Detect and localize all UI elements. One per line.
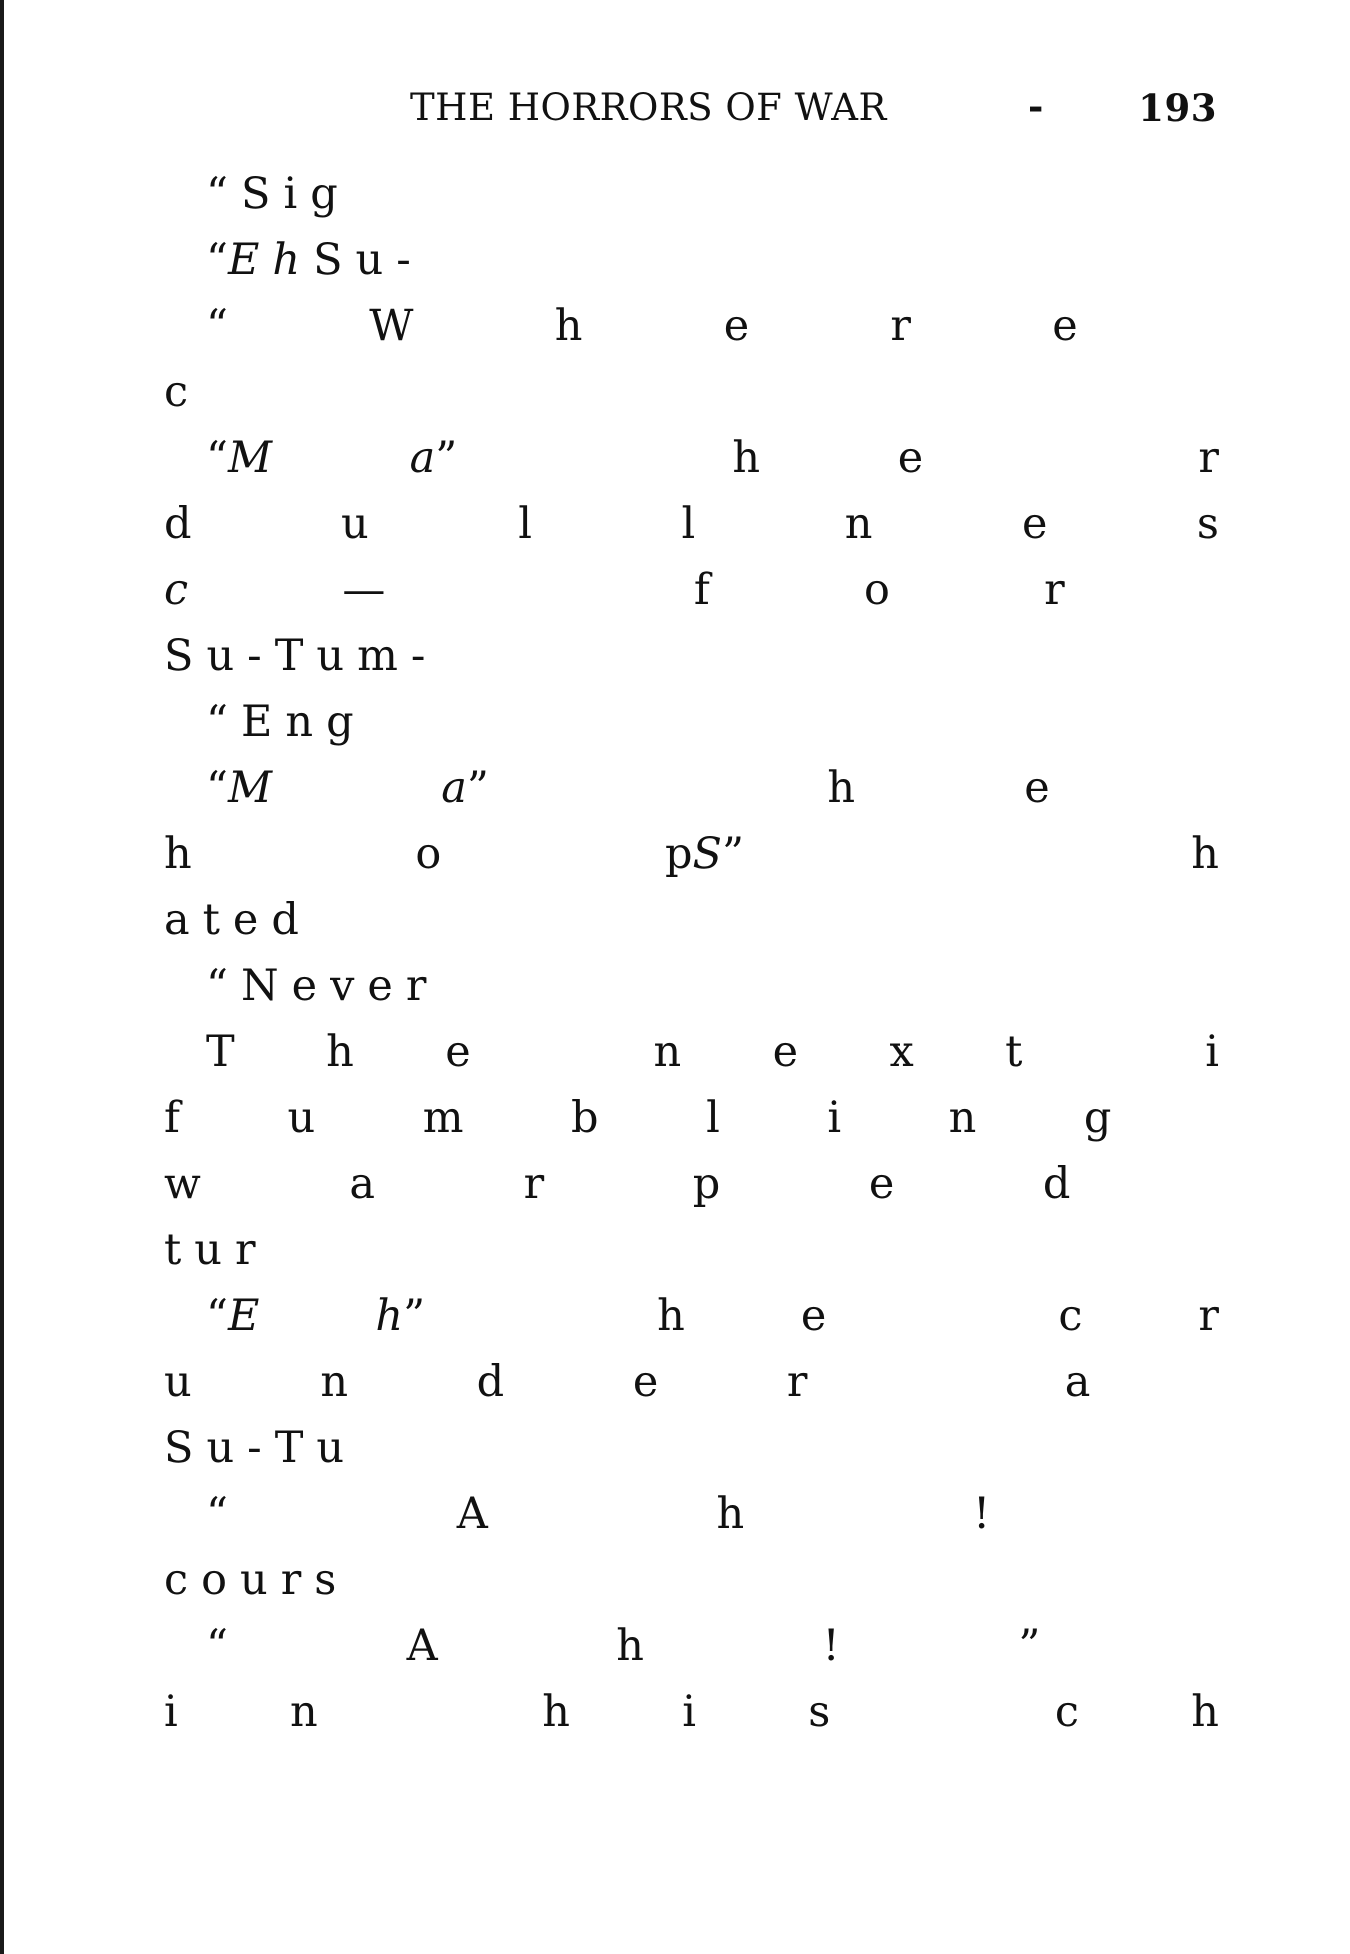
word (206, 1481, 228, 1547)
word (330, 953, 354, 1019)
word (314, 1547, 336, 1613)
roman-text: “ (206, 763, 228, 813)
roman-text: h (827, 763, 856, 813)
roman-text: u (355, 235, 384, 285)
roman-text: h (326, 1027, 354, 1077)
roman-text: e (1052, 301, 1078, 351)
header-dash: - (1028, 84, 1044, 128)
text-line (164, 1679, 1219, 1745)
roman-text: e (367, 961, 393, 1011)
word (1065, 1349, 1091, 1415)
word (247, 1415, 262, 1481)
text-line (164, 1151, 1219, 1217)
word (1043, 1151, 1071, 1217)
roman-text: S (240, 169, 271, 219)
roman-text: f (693, 565, 710, 615)
roman-text: T (274, 631, 304, 681)
word (869, 1151, 894, 1217)
roman-text: r (1198, 1291, 1219, 1341)
roman-text: n (844, 499, 873, 549)
roman-text: x (889, 1027, 914, 1077)
word (164, 557, 188, 623)
word (375, 1283, 425, 1349)
italic-text: a (441, 763, 467, 813)
text-line (164, 491, 1219, 557)
roman-text: h (164, 829, 192, 879)
text-line (164, 557, 1219, 623)
word (477, 1349, 505, 1415)
word (682, 491, 696, 557)
roman-text: o (201, 1555, 227, 1605)
roman-text: h (1191, 1687, 1219, 1737)
word (445, 1019, 470, 1085)
text-line (164, 689, 1219, 755)
page-body-text (164, 161, 1219, 1745)
roman-text: “ (206, 169, 228, 219)
word (787, 1349, 808, 1415)
word (164, 1679, 178, 1745)
word (571, 1085, 599, 1151)
roman-text: ! (822, 1621, 840, 1671)
italic-text: E (227, 1291, 260, 1341)
word (203, 887, 220, 953)
word (724, 293, 749, 359)
roman-text: “ (206, 961, 228, 1011)
roman-text: S (313, 235, 343, 285)
word (241, 953, 279, 1019)
italic-text: E (227, 235, 260, 285)
word (281, 1547, 302, 1613)
roman-text: e (723, 301, 750, 351)
roman-text: u (194, 1225, 222, 1275)
roman-text: “ (206, 1489, 228, 1539)
italic-text: h (375, 1291, 404, 1341)
word (292, 953, 317, 1019)
word (240, 1547, 268, 1613)
word (164, 821, 192, 887)
word (396, 227, 411, 293)
roman-text: u (341, 499, 369, 549)
word (164, 1085, 180, 1151)
text-line (164, 1415, 1219, 1481)
roman-text: T (206, 1027, 235, 1077)
roman-text: u (316, 631, 345, 681)
italic-text: S (692, 829, 722, 879)
roman-text: ! (972, 1489, 991, 1539)
word (1205, 1019, 1219, 1085)
word (518, 491, 532, 557)
word (706, 1085, 720, 1151)
text-line (164, 293, 1219, 359)
roman-text: A (456, 1489, 488, 1539)
roman-text: ” (403, 1291, 426, 1341)
word (287, 1085, 315, 1151)
word (864, 557, 890, 623)
roman-text: A (406, 1621, 438, 1671)
page-edge (0, 0, 4, 1954)
running-header (160, 86, 1225, 146)
word (657, 1283, 685, 1349)
word (356, 227, 384, 293)
word (773, 1019, 798, 1085)
word (206, 425, 272, 491)
italic-text: h (272, 235, 301, 285)
roman-text: “ (206, 301, 228, 351)
roman-text: N (240, 961, 279, 1011)
word (164, 1349, 192, 1415)
word (801, 1283, 826, 1349)
text-line (164, 953, 1219, 1019)
roman-text: “ (206, 433, 228, 483)
word (206, 623, 234, 689)
word (201, 1547, 227, 1613)
roman-text: - (410, 631, 426, 681)
roman-text: r (1044, 565, 1065, 615)
roman-text: c (164, 1555, 189, 1605)
roman-text: - (247, 1423, 262, 1473)
word (1052, 293, 1077, 359)
roman-text: n (653, 1027, 682, 1077)
roman-text: h (657, 1291, 685, 1341)
roman-text: n (290, 1687, 318, 1737)
roman-text: d (164, 499, 192, 549)
roman-text: o (415, 829, 442, 879)
word (1005, 1019, 1022, 1085)
word (1084, 1085, 1112, 1151)
roman-text: E (240, 697, 273, 747)
word (411, 623, 426, 689)
roman-text: b (571, 1093, 599, 1143)
text-line (164, 227, 1219, 293)
word (164, 887, 190, 953)
word (233, 887, 258, 953)
roman-text: r (405, 961, 427, 1011)
word (290, 1679, 318, 1745)
word (423, 1085, 464, 1151)
word (823, 1613, 840, 1679)
word (693, 1151, 721, 1217)
roman-text: a (164, 895, 190, 945)
text-line (164, 1481, 1219, 1547)
roman-text: e (897, 433, 924, 483)
roman-text: e (868, 1159, 895, 1209)
roman-text: c (164, 367, 189, 417)
italic-text: c (164, 565, 189, 615)
word (326, 689, 354, 755)
roman-text: - (247, 631, 262, 681)
roman-text: v (330, 961, 355, 1011)
word (206, 1019, 235, 1085)
word (164, 491, 192, 557)
word (164, 1415, 193, 1481)
word (616, 1613, 644, 1679)
text-line (164, 1085, 1219, 1151)
roman-text: - (396, 235, 411, 285)
roman-text: l (706, 1093, 720, 1143)
word (717, 1481, 745, 1547)
word (206, 953, 228, 1019)
word (415, 821, 441, 887)
roman-text: p (664, 829, 693, 879)
word (808, 1679, 830, 1745)
roman-text: d (476, 1357, 505, 1407)
roman-text: h (732, 433, 761, 483)
roman-text: t (1005, 1027, 1023, 1077)
word (349, 1151, 375, 1217)
roman-text: T (274, 1423, 304, 1473)
word (732, 425, 760, 491)
word (316, 623, 344, 689)
text-line (164, 1349, 1219, 1415)
roman-text: e (1021, 499, 1048, 549)
roman-text: e (772, 1027, 799, 1077)
roman-text: i (827, 1093, 842, 1143)
roman-text: n (320, 1357, 349, 1407)
roman-text: c (1058, 1291, 1083, 1341)
word (206, 1283, 259, 1349)
word (247, 623, 262, 689)
text-line (164, 755, 1219, 821)
roman-text: i (682, 1687, 696, 1737)
roman-text: g (1083, 1093, 1112, 1143)
word (194, 1217, 222, 1283)
word (890, 293, 911, 359)
word (313, 227, 342, 293)
word (241, 689, 272, 755)
text-line (164, 1283, 1219, 1349)
roman-text: e (445, 1027, 471, 1077)
word (633, 1349, 658, 1415)
roman-text: ” (1018, 1621, 1041, 1671)
word (367, 953, 392, 1019)
word (164, 1547, 188, 1613)
word (1191, 821, 1219, 887)
roman-text: m (357, 631, 398, 681)
word (285, 689, 313, 755)
word (457, 1481, 488, 1547)
roman-text: r (523, 1159, 545, 1209)
word (1022, 491, 1047, 557)
roman-text: d (271, 895, 299, 945)
roman-text: e (1024, 763, 1050, 813)
roman-text: f (164, 1093, 180, 1143)
roman-text: r (234, 1225, 256, 1275)
word (1198, 425, 1219, 491)
word (206, 1613, 228, 1679)
word (316, 1415, 344, 1481)
roman-text: u (316, 1423, 345, 1473)
roman-text: d (1042, 1159, 1071, 1209)
word (310, 161, 338, 227)
roman-text: u (287, 1093, 316, 1143)
roman-text: g (310, 169, 338, 219)
word (410, 425, 458, 491)
roman-text: h (542, 1687, 570, 1737)
roman-text: u (164, 1357, 192, 1407)
word (341, 491, 369, 557)
roman-text: h (616, 1621, 644, 1671)
roman-text: a (1064, 1357, 1091, 1407)
roman-text: n (285, 697, 314, 747)
word (1055, 1679, 1079, 1745)
roman-text: “ (206, 1621, 228, 1671)
roman-text: s (808, 1687, 831, 1737)
roman-text: ” (721, 829, 744, 879)
roman-text: r (280, 1555, 302, 1605)
roman-text: W (369, 301, 414, 351)
roman-text: u (206, 631, 235, 681)
roman-text: S (164, 631, 194, 681)
word (653, 1019, 681, 1085)
roman-text: “ (206, 697, 228, 747)
roman-text: ” (466, 763, 489, 813)
text-line (164, 821, 1219, 887)
word (206, 755, 272, 821)
roman-text: p (692, 1159, 721, 1209)
text-line (164, 359, 1219, 425)
word (283, 161, 297, 227)
word (889, 1019, 913, 1085)
word (275, 1415, 304, 1481)
roman-text: n (948, 1093, 977, 1143)
text-line (164, 161, 1219, 227)
word (164, 1151, 201, 1217)
text-line (164, 1613, 1219, 1679)
word (357, 623, 398, 689)
word (694, 557, 710, 623)
roman-text: o (864, 565, 890, 615)
roman-text: u (239, 1555, 268, 1605)
roman-text: l (518, 499, 532, 549)
word (164, 623, 193, 689)
roman-text: a (349, 1159, 376, 1209)
roman-text: i (164, 1687, 178, 1737)
word (272, 227, 300, 293)
roman-text: e (232, 895, 259, 945)
word (206, 689, 228, 755)
word (271, 887, 299, 953)
word (542, 1679, 570, 1745)
roman-text: “ (206, 1291, 228, 1341)
roman-text: t (164, 1225, 182, 1275)
word (407, 1613, 438, 1679)
roman-text: S (164, 1423, 194, 1473)
word (1198, 1283, 1219, 1349)
word (164, 1217, 181, 1283)
roman-text: — (342, 565, 386, 615)
roman-text: l (681, 499, 696, 549)
roman-text: c (1054, 1687, 1079, 1737)
page-number: 193 (1138, 86, 1217, 130)
roman-text: w (164, 1159, 201, 1209)
roman-text: h (554, 301, 583, 351)
roman-text: e (632, 1357, 659, 1407)
roman-text: s (314, 1555, 337, 1605)
word (1018, 1613, 1040, 1679)
text-line (164, 1547, 1219, 1613)
word (241, 161, 270, 227)
word (682, 1679, 696, 1745)
roman-text: h (716, 1489, 745, 1539)
word (320, 1349, 348, 1415)
word (206, 227, 259, 293)
word (973, 1481, 990, 1547)
italic-text: M (227, 433, 273, 483)
text-line (164, 1217, 1219, 1283)
italic-text: a (409, 433, 436, 483)
word (206, 293, 228, 359)
word (845, 491, 873, 557)
roman-text: i (1205, 1027, 1219, 1077)
text-line (164, 1019, 1219, 1085)
word (206, 161, 228, 227)
text-line (164, 425, 1219, 491)
word (206, 1415, 234, 1481)
roman-text: t (202, 895, 220, 945)
roman-text: r (1198, 433, 1219, 483)
word (524, 1151, 545, 1217)
word (555, 293, 583, 359)
word (665, 821, 744, 887)
word (827, 755, 855, 821)
roman-text: “ (206, 235, 228, 285)
word (369, 293, 413, 359)
word (275, 623, 304, 689)
roman-text: i (283, 169, 298, 219)
running-title: THE HORRORS OF WAR (410, 86, 887, 129)
roman-text: s (1196, 499, 1219, 549)
roman-text: e (291, 961, 318, 1011)
word (1197, 491, 1219, 557)
word (441, 755, 489, 821)
word (235, 1217, 256, 1283)
word (949, 1085, 977, 1151)
text-line (164, 623, 1219, 689)
roman-text: u (206, 1423, 235, 1473)
roman-text: ” (435, 433, 458, 483)
roman-text: m (422, 1093, 464, 1143)
word (326, 1019, 354, 1085)
word (406, 953, 427, 1019)
word (1044, 557, 1065, 623)
word (827, 1085, 841, 1151)
roman-text: e (800, 1291, 827, 1341)
word (1058, 1283, 1082, 1349)
word (164, 359, 188, 425)
word (342, 557, 385, 623)
word (1024, 755, 1049, 821)
italic-text: M (227, 763, 273, 813)
text-line (164, 887, 1219, 953)
roman-text: r (786, 1357, 808, 1407)
roman-text: g (326, 697, 354, 747)
roman-text: r (890, 301, 911, 351)
word (898, 425, 923, 491)
roman-text: h (1191, 829, 1219, 879)
word (1191, 1679, 1219, 1745)
